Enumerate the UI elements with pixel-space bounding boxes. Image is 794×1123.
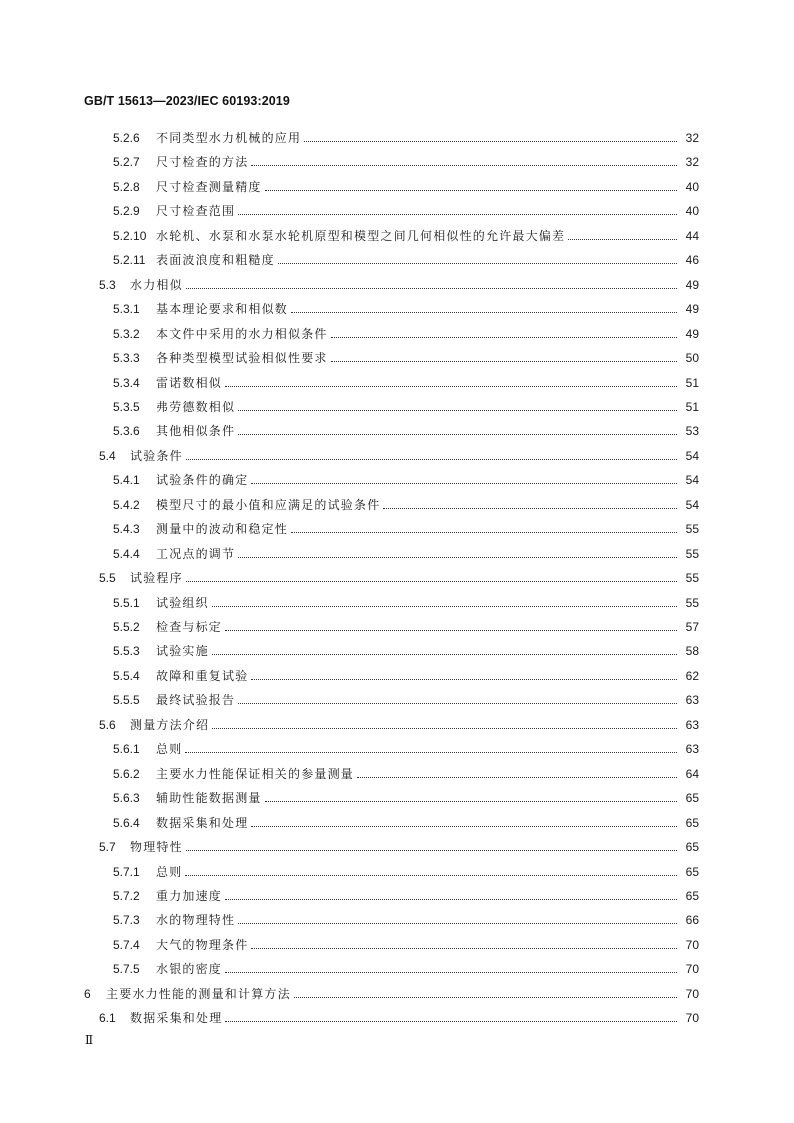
toc-entry[interactable] (113, 421, 699, 441)
toc-dot-leader (251, 666, 677, 686)
toc-dot-leader (251, 935, 677, 955)
toc-entry-page: 46 (685, 253, 699, 268)
toc-dot-leader (294, 984, 677, 1004)
toc-entry[interactable] (113, 324, 699, 344)
toc-entry[interactable] (113, 617, 699, 637)
toc-entry-title: 测量方法介绍 (130, 717, 210, 732)
toc-entry-page: 63 (685, 742, 699, 757)
toc-entry-number: 5.2.10 (113, 228, 147, 243)
toc-entry-page: 32 (685, 131, 699, 145)
toc-entry[interactable] (113, 935, 699, 955)
toc-entry-number: 5.7.3 (113, 913, 140, 928)
toc-dot-leader (238, 690, 677, 710)
toc-entry-title: 不同类型水力机械的应用 (156, 131, 302, 145)
toc-entry[interactable] (99, 446, 699, 466)
toc-entry-number: 5.2.11 (113, 253, 146, 268)
toc-entry-page: 51 (685, 399, 699, 414)
toc-entry-page: 55 (685, 595, 699, 610)
toc-entry-title: 水力相似 (130, 277, 183, 292)
toc-dot-leader (186, 837, 677, 857)
toc-entry[interactable] (113, 519, 699, 539)
toc-entry[interactable] (99, 1008, 699, 1028)
toc-dot-leader (238, 201, 677, 221)
toc-entry-title: 重力加速度 (156, 888, 223, 903)
toc-entry-title: 主要水力性能保证相关的参量测量 (156, 766, 355, 781)
toc-entry-page: 32 (685, 155, 699, 170)
toc-entry-number: 5.5.2 (113, 620, 140, 634)
toc-entry-title: 总则 (156, 742, 183, 757)
toc-entry-title: 尺寸检查的方法 (156, 155, 249, 170)
toc-entry-number: 5.3 (99, 277, 116, 292)
toc-entry-page: 57 (685, 620, 699, 634)
toc-entry-page: 49 (685, 302, 699, 317)
toc-entry-page: 58 (685, 644, 699, 659)
toc-entry-page: 65 (685, 840, 699, 855)
toc-entry-number: 5.3.4 (113, 375, 140, 390)
toc-entry-number: 5.3.3 (113, 351, 140, 366)
toc-dot-leader (185, 739, 677, 759)
toc-entry-page: 65 (685, 815, 699, 830)
toc-dot-leader (383, 495, 677, 515)
toc-entry-title: 模型尺寸的最小值和应满足的试验条件 (156, 497, 381, 512)
toc-entry[interactable] (99, 275, 699, 295)
toc-entry[interactable] (113, 201, 699, 221)
toc-entry-number: 5.6 (99, 717, 116, 732)
toc-entry[interactable] (113, 666, 699, 686)
toc-dot-leader (238, 397, 677, 417)
toc-entry-page: 49 (685, 326, 699, 341)
toc-entry-title: 尺寸检查范围 (156, 204, 236, 219)
toc-entry-title: 试验组织 (156, 595, 209, 610)
toc-entry[interactable] (113, 470, 699, 490)
toc-dot-leader (265, 788, 677, 808)
toc-entry-number: 5.5.4 (113, 668, 140, 683)
toc-entry-number: 5.5.3 (113, 644, 140, 659)
toc-dot-leader (225, 373, 677, 393)
toc-entry-number: 5.4 (99, 448, 116, 463)
toc-dot-leader (265, 177, 677, 197)
toc-entry-title: 弗劳德数相似 (156, 399, 236, 414)
toc-entry-page: 66 (685, 913, 699, 928)
toc-entry[interactable] (113, 813, 699, 833)
toc-entry[interactable] (113, 788, 699, 808)
toc-dot-leader (568, 226, 677, 246)
toc-entry-number: 5.6.1 (113, 742, 140, 757)
toc-entry-title: 各种类型模型试验相似性要求 (156, 351, 328, 366)
toc-dot-leader (291, 299, 677, 319)
toc-dot-leader (238, 910, 677, 930)
toc-entry[interactable] (113, 128, 699, 148)
toc-entry-title: 雷诺数相似 (156, 375, 223, 390)
toc-dot-leader (251, 470, 677, 490)
toc-entry[interactable] (113, 226, 699, 246)
toc-entry[interactable] (99, 837, 699, 857)
toc-entry-page: 55 (685, 571, 699, 586)
page-number: Ⅱ (85, 1033, 94, 1047)
toc-entry-page: 54 (685, 448, 699, 463)
toc-dot-leader (291, 519, 677, 539)
toc-entry-page: 55 (685, 546, 699, 561)
toc-entry-number: 5.7.4 (113, 937, 140, 952)
toc-entry[interactable] (113, 886, 699, 906)
toc-entry-title: 检查与标定 (156, 620, 223, 634)
toc-dot-leader (278, 250, 677, 270)
toc-entry-number: 5.7.2 (113, 888, 140, 903)
toc-entry[interactable] (113, 152, 699, 172)
toc-entry[interactable] (113, 397, 699, 417)
toc-entry-page: 55 (685, 522, 699, 537)
toc-dot-leader (212, 715, 677, 735)
toc-dot-leader (238, 544, 677, 564)
toc-entry[interactable] (113, 373, 699, 393)
toc-entry[interactable] (113, 910, 699, 930)
toc-dot-leader (225, 1008, 677, 1028)
toc-entry-number: 5.2.7 (113, 155, 140, 170)
toc-entry-title: 试验条件的确定 (156, 473, 249, 488)
toc-entry-number: 5.5.5 (113, 693, 140, 708)
toc-entry-page: 65 (685, 864, 699, 879)
toc-entry-number: 5.3.1 (113, 302, 140, 317)
toc-entry-number: 5.3.6 (113, 424, 140, 439)
toc-entry-number: 5.2.9 (113, 204, 140, 219)
toc-dot-leader (225, 959, 677, 979)
toc-entry-page: 51 (685, 375, 699, 390)
toc-entry-title: 表面波浪度和粗糙度 (156, 253, 275, 268)
toc-dot-leader (304, 128, 677, 148)
toc-entry-title: 主要水力性能的测量和计算方法 (106, 986, 291, 1001)
toc-entry-number: 5.7.5 (113, 962, 140, 977)
toc-entry[interactable] (113, 959, 699, 979)
toc-entry-number: 5.6.3 (113, 791, 140, 806)
toc-dot-leader (357, 764, 677, 784)
toc-entry-page: 44 (685, 228, 699, 243)
toc-entry-page: 63 (685, 717, 699, 732)
toc-entry-page: 63 (685, 693, 699, 708)
toc-entry[interactable] (113, 495, 699, 515)
toc-entry-number: 5.2.8 (113, 179, 140, 194)
toc-entry-number: 5.7.1 (113, 864, 140, 879)
toc-dot-leader (251, 813, 677, 833)
toc-entry-title: 大气的物理条件 (156, 937, 249, 952)
toc-entry-title: 试验实施 (156, 644, 209, 659)
toc-entry[interactable] (99, 568, 699, 588)
toc-entry-page: 54 (685, 473, 699, 488)
toc-dot-leader (186, 568, 677, 588)
toc-entry[interactable] (113, 641, 699, 661)
toc-entry-page: 40 (685, 204, 699, 219)
toc-entry-title: 物理特性 (130, 840, 183, 855)
toc-entry-number: 6 (84, 986, 91, 1001)
toc-entry-page: 54 (685, 497, 699, 512)
toc-entry-title: 水银的密度 (156, 962, 223, 977)
toc-dot-leader (185, 862, 677, 882)
toc-entry-title: 试验程序 (130, 571, 183, 586)
toc-entry-title: 数据采集和处理 (130, 1011, 223, 1026)
toc-entry-title: 试验条件 (130, 448, 183, 463)
toc-entry-page: 65 (685, 888, 699, 903)
toc-entry-title: 总则 (156, 864, 183, 879)
toc-entry-number: 5.3.2 (113, 326, 140, 341)
toc-entry-title: 数据采集和处理 (156, 815, 249, 830)
toc-dot-leader (251, 152, 677, 172)
toc-entry[interactable] (84, 984, 699, 1004)
toc-entry-title: 水轮机、水泵和水泵水轮机原型和模型之间几何相似性的允许最大偏差 (156, 228, 566, 243)
toc-entry-title: 测量中的波动和稳定性 (156, 522, 289, 537)
toc-dot-leader (331, 348, 677, 368)
toc-dot-leader (238, 421, 677, 441)
toc-entry-number: 5.6.4 (113, 815, 140, 830)
toc-entry-number: 5.4.4 (113, 546, 140, 561)
toc-entry-number: 5.4.3 (113, 522, 140, 537)
toc-entry-page: 62 (685, 668, 699, 683)
toc-entry[interactable] (113, 764, 699, 784)
toc-entry-page: 70 (685, 962, 699, 977)
toc-entry-title: 最终试验报告 (156, 693, 236, 708)
toc-dot-leader (186, 275, 677, 295)
toc-entry[interactable] (113, 862, 699, 882)
standard-code-header: GB/T 15613—2023/IEC 60193:2019 (84, 94, 290, 108)
toc-entry[interactable] (113, 544, 699, 564)
toc-entry-number: 5.4.1 (113, 473, 140, 488)
toc-dot-leader (212, 641, 677, 661)
toc-entry-title: 尺寸检查测量精度 (156, 179, 262, 194)
toc-dot-leader (225, 886, 677, 906)
toc-entry-page: 70 (685, 937, 699, 952)
toc-entry-title: 工况点的调节 (156, 546, 236, 561)
toc-entry-page: 70 (685, 1011, 699, 1026)
toc-entry-number: 5.7 (99, 840, 116, 855)
toc-entry-page: 64 (685, 766, 699, 781)
toc-entry-page: 50 (685, 351, 699, 366)
toc-entry[interactable] (113, 593, 699, 613)
toc-entry-number: 5.2.6 (113, 131, 140, 145)
toc-entry-title: 本文件中采用的水力相似条件 (156, 326, 328, 341)
toc-entry[interactable] (113, 299, 699, 319)
toc-entry[interactable] (113, 739, 699, 759)
toc-entry-number: 5.6.2 (113, 766, 140, 781)
toc-dot-leader (225, 617, 677, 637)
toc-entry-title: 辅助性能数据测量 (156, 791, 262, 806)
toc-entry[interactable] (99, 715, 699, 735)
toc-entry-number: 5.5 (99, 571, 116, 586)
toc-entry-page: 70 (685, 986, 699, 1001)
toc-entry-page: 65 (685, 791, 699, 806)
toc-entry[interactable] (113, 250, 699, 270)
toc-dot-leader (186, 446, 677, 466)
toc-entry[interactable] (113, 690, 699, 710)
toc-entry-page: 49 (685, 277, 699, 292)
toc-dot-leader (212, 593, 677, 613)
toc-entry-number: 5.4.2 (113, 497, 140, 512)
toc-entry-number: 5.5.1 (113, 595, 140, 610)
toc-entry[interactable] (113, 348, 699, 368)
toc-entry-number: 6.1 (99, 1011, 116, 1026)
toc-entry-title: 基本理论要求和相似数 (156, 302, 289, 317)
toc-dot-leader (331, 324, 677, 344)
toc-entry[interactable] (113, 177, 699, 197)
toc-entry-page: 40 (685, 179, 699, 194)
toc-entry-number: 5.3.5 (113, 399, 140, 414)
toc-entry-title: 其他相似条件 (156, 424, 236, 439)
toc-entry-page: 53 (685, 424, 699, 439)
toc-entry-title: 水的物理特性 (156, 913, 236, 928)
toc-entry-title: 故障和重复试验 (156, 668, 249, 683)
